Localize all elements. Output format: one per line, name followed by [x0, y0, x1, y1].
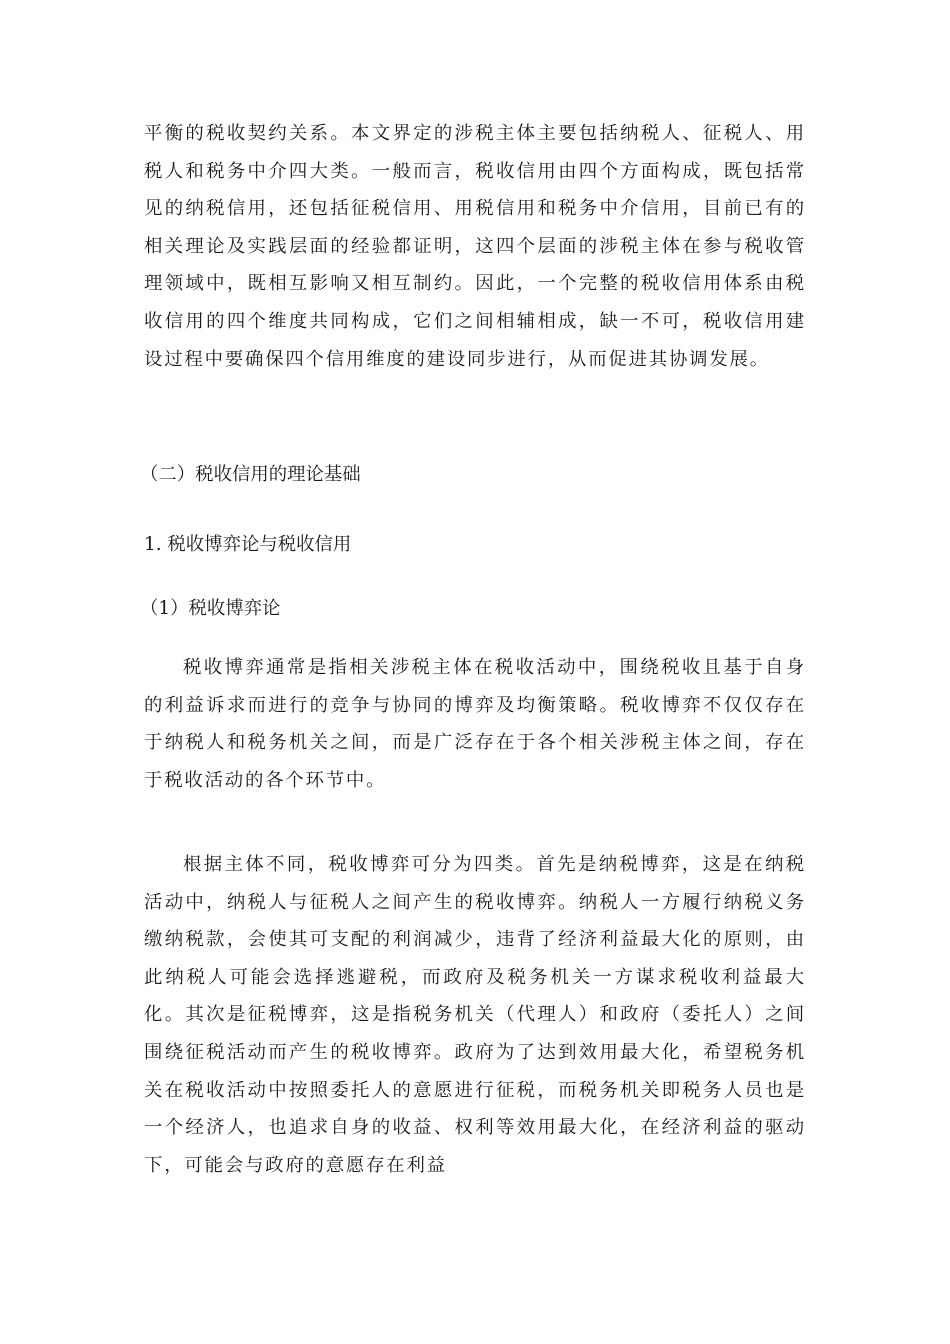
body-paragraph-tax-game-types: 根据主体不同，税收博弈可分为四类。首先是纳税博弈，这是在纳税活动中，纳税人与征税人之间产生的税收博弈。纳税人一方履行纳税义务缴纳税款，会使其可支配的利润减少，违背了经济利益最大化的原则，由此纳税人可能会选择逃避税，而政府及税务机关一方谋求税收利益最大化。其次是征税博弈，这是指税务机关（代理人）和政府（委托人）之间围绕征税活动而产生的税收博弈。政府为了达到效用最大化，希望税务机关在税收活动中按照委托人的意愿进行征税，而税务机关即税务人员也是一个经济人，也追求自身的收益、权利等效用最大化，在经济利益的驱动下，可能会与政府的意愿存在利益 — [144, 854, 806, 1176]
item-heading-tax-game: （1）税收博弈论 — [140, 598, 281, 619]
section-heading-theory-basis: （二）税收信用的理论基础 — [140, 464, 361, 485]
body-paragraph-tax-game-definition: 税收博弈通常是指相关涉税主体在税收活动中，围绕税收且基于自身的利益诉求而进行的竞争与协同的博弈及均衡策略。税收博弈不仅仅存在于纳税人和税务机关之间，而是广泛存在于各个相关涉税主体之间，存在于税收活动的各个环节中。 — [144, 657, 806, 791]
subsection-heading-game-theory: 1. 税收博弈论与税收信用 — [144, 534, 352, 555]
body-paragraph-contract-relations: 平衡的税收契约关系。本文界定的涉税主体主要包括纳税人、征税人、用税人和税务中介四大类。一般而言，税收信用由四个方面构成，既包括常见的纳税信用，还包括征税信用、用税信用和税务中介信用，目前已有的相关理论及实践层面的经验都证明，这四个层面的涉税主体在参与税收管理领域中，既相互影响又相互制约。因此，一个完整的税收信用体系由税收信用的四个维度共同构成，它们之间相辅相成，缺一不可，税收信用建设过程中要确保四个信用维度的建设同步进行，从而促进其协调发展。 — [144, 123, 806, 370]
